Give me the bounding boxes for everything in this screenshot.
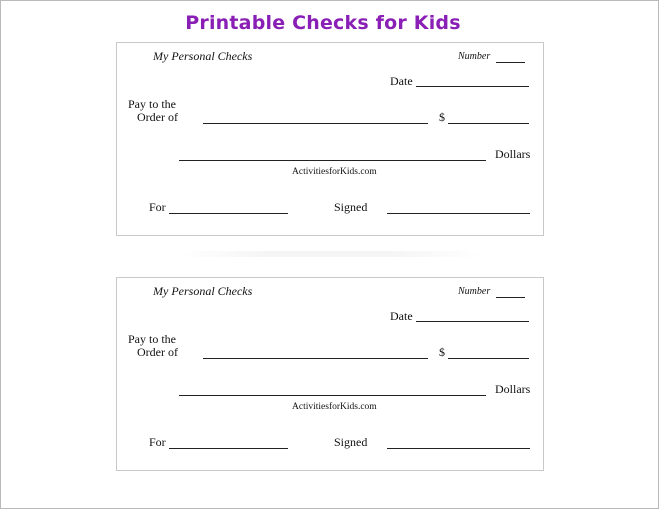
amount-field[interactable]: [448, 358, 529, 359]
check-heading: My Personal Checks: [153, 49, 253, 63]
pay-to-label-line1: Pay to the: [128, 97, 176, 111]
date-label: Date: [390, 74, 413, 88]
check-form: [116, 42, 544, 236]
amount-words-field[interactable]: [179, 395, 486, 396]
amount-field[interactable]: [448, 123, 529, 124]
payee-field[interactable]: [203, 123, 428, 124]
brand-text: ActivitiesforKids.com: [292, 402, 377, 412]
date-field[interactable]: [416, 321, 529, 322]
number-field[interactable]: [496, 297, 525, 298]
memo-field[interactable]: [169, 448, 288, 449]
amount-words-field[interactable]: [179, 160, 486, 161]
pay-to-label-line1: Pay to the: [128, 332, 176, 346]
signature-field[interactable]: [387, 213, 530, 214]
brand-text: ActivitiesforKids.com: [292, 167, 377, 177]
pay-to-label-line2: Order of: [137, 110, 178, 124]
for-label: For: [149, 435, 166, 449]
signature-field[interactable]: [387, 448, 530, 449]
for-label: For: [149, 200, 166, 214]
dollar-sign: $: [439, 110, 445, 124]
faded-shadow: [177, 251, 483, 257]
check-heading: My Personal Checks: [153, 284, 253, 298]
number-label: Number: [458, 51, 491, 62]
dollars-label: Dollars: [495, 382, 531, 396]
pay-to-label-line2: Order of: [137, 345, 178, 359]
date-field[interactable]: [416, 86, 529, 87]
payee-field[interactable]: [203, 358, 428, 359]
dollar-sign: $: [439, 345, 445, 359]
number-field[interactable]: [496, 62, 525, 63]
check-form: [116, 277, 544, 471]
signed-label: Signed: [334, 200, 368, 214]
date-label: Date: [390, 309, 413, 323]
signed-label: Signed: [334, 435, 368, 449]
memo-field[interactable]: [169, 213, 288, 214]
page-title: Printable Checks for Kids: [185, 12, 461, 34]
dollars-label: Dollars: [495, 147, 531, 161]
number-label: Number: [458, 286, 491, 297]
